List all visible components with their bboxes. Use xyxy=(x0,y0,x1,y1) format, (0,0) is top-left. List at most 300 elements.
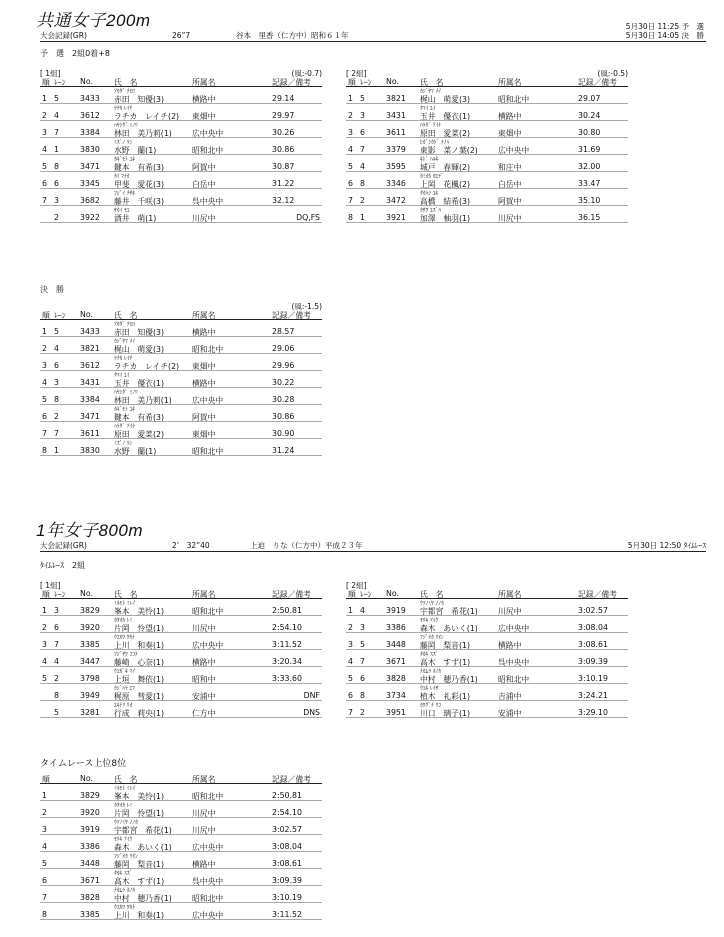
bib-number-cell: 3431 xyxy=(386,111,406,120)
record-cell: 3:08.04 xyxy=(578,623,608,632)
record-cell: 30.86 xyxy=(272,145,295,154)
affiliation-cell: 昭和北中 xyxy=(192,447,224,456)
lane-cell: 8 xyxy=(360,691,365,700)
bib-number-cell: 3345 xyxy=(80,179,100,188)
record-cell: 30.24 xyxy=(578,111,601,120)
name-kana: ｶｼﾞﾔﾏ ﾒｲ xyxy=(114,339,135,345)
athlete-name-cell: 上川 和奏(1) xyxy=(114,911,165,920)
rank-cell: 1 xyxy=(42,94,47,103)
rank-cell: 1 xyxy=(42,327,47,336)
lane-cell: 5 xyxy=(54,327,59,336)
header-lane: ﾚｰﾝ xyxy=(54,78,66,87)
table-row xyxy=(40,88,322,104)
bib-number-cell: 3431 xyxy=(80,378,100,387)
name-kana: ｱｶﾀﾞ ﾁﾋﾛ xyxy=(114,322,135,328)
record-cell: 29.96 xyxy=(272,361,295,370)
rank-cell: 6 xyxy=(348,691,353,700)
lane-cell: 6 xyxy=(360,128,365,137)
bib-number-cell: 3611 xyxy=(80,429,100,438)
wind-reading: (風:-0.5) xyxy=(597,69,628,78)
table-row xyxy=(346,139,628,155)
header-number: No. xyxy=(386,589,399,598)
rank-cell: 4 xyxy=(348,657,353,666)
table-row xyxy=(40,105,322,121)
athlete-name-cell: 中村 穂乃香(1) xyxy=(114,894,172,903)
bib-number-cell: 3612 xyxy=(80,111,100,120)
record-cell: 2:54.10 xyxy=(272,808,302,817)
header-lane: ﾚｰﾝ xyxy=(54,590,66,599)
lane-cell: 5 xyxy=(360,640,365,649)
bib-number-cell: 3384 xyxy=(80,395,100,404)
affiliation-cell: 仁方中 xyxy=(192,709,216,718)
name-kana: ﾌｼﾞｵｶ ﾘｵﾝ xyxy=(420,635,444,641)
record-cell: 2:50.81 xyxy=(272,791,302,800)
rank-cell: 2 xyxy=(42,623,47,632)
rank-cell: 8 xyxy=(42,910,47,919)
name-kana: ｶﾐｵｶ ｶｴﾃﾞ xyxy=(420,174,444,180)
affiliation-cell: 広中央中 xyxy=(192,641,224,650)
event-title: 共通女子200m xyxy=(36,11,151,30)
bib-number-cell: 3671 xyxy=(386,657,406,666)
rank-cell: 6 xyxy=(348,179,353,188)
athlete-name-cell: 加澤 柚羽(1) xyxy=(420,214,471,223)
record-cell: 3:08.04 xyxy=(272,842,302,851)
record-cell: 3:24.21 xyxy=(578,691,608,700)
header-number: No. xyxy=(80,589,93,598)
rank-cell: 7 xyxy=(42,429,47,438)
wind-reading: (風:-0.7) xyxy=(291,69,322,78)
table-row xyxy=(346,617,628,633)
name-kana: ｶｷﾞﾓﾄ ﾕｷ xyxy=(114,157,135,163)
bib-number-cell: 3671 xyxy=(80,876,100,885)
record-value: 2’ 32”40 xyxy=(172,541,210,550)
rank-cell: 2 xyxy=(42,111,47,120)
name-kana: ﾊﾗﾀﾞ ｱｲﾅ xyxy=(420,123,441,129)
affiliation-cell: 昭和北中 xyxy=(192,146,224,155)
athlete-name-cell: 水野 蘭(1) xyxy=(114,146,157,155)
table-row xyxy=(40,853,322,869)
table-row xyxy=(40,440,322,456)
bib-number-cell: 3386 xyxy=(80,842,100,851)
table-row xyxy=(346,156,628,172)
record-cell: 3:33.60 xyxy=(272,674,302,683)
table-header xyxy=(40,774,322,784)
rank-cell: 3 xyxy=(42,361,47,370)
header-name: 氏 名 xyxy=(420,78,444,87)
round-title: タイムレース上位8位 xyxy=(40,759,127,769)
rank-cell: 4 xyxy=(348,145,353,154)
header-affiliation: 所属名 xyxy=(498,590,522,599)
header-number: No. xyxy=(80,77,93,86)
table-row xyxy=(346,600,628,616)
record-cell: 3:10.19 xyxy=(578,674,608,683)
athlete-name-cell: ラチカ レイチ(2) xyxy=(114,112,180,121)
round-title: ﾀｲﾑﾚｰｽ 2組 xyxy=(40,561,86,570)
record-cell: 3:02.57 xyxy=(272,825,302,834)
table-row xyxy=(346,685,628,701)
table-row xyxy=(40,651,322,667)
lane-cell: 8 xyxy=(54,691,59,700)
name-kana: ｳﾂﾉﾐﾔ ﾉﾉｶ xyxy=(420,601,444,607)
table-row xyxy=(40,634,322,650)
rank-cell: 4 xyxy=(42,145,47,154)
lane-cell: 2 xyxy=(54,213,59,222)
bib-number-cell: 3920 xyxy=(80,623,100,632)
bib-number-cell: 3828 xyxy=(80,893,100,902)
lane-cell: 5 xyxy=(54,708,59,717)
athlete-name-cell: 宇都宮 希花(1) xyxy=(114,826,172,835)
header-record: 記録／備考 xyxy=(578,590,617,599)
header-rank: 順 xyxy=(42,775,50,784)
table-row xyxy=(40,372,322,388)
rank-cell: 2 xyxy=(42,344,47,353)
lane-cell: 3 xyxy=(54,378,59,387)
group-label: [ 1組] xyxy=(40,69,61,78)
record-cell: 28.57 xyxy=(272,327,295,336)
affiliation-cell: 川尻中 xyxy=(192,809,216,818)
name-kana: ﾅｶﾑﾗ ﾎﾉｶ xyxy=(114,888,135,894)
rank-cell: 3 xyxy=(42,640,47,649)
rank-cell: 1 xyxy=(42,606,47,615)
record-cell: 31.24 xyxy=(272,446,295,455)
name-kana: ｶｻﾜ ﾕｽﾞﾊ xyxy=(420,208,441,214)
record-value: 26”7 xyxy=(172,31,191,40)
athlete-name-cell: 林田 美乃莉(1) xyxy=(114,396,172,405)
lane-cell: 6 xyxy=(54,179,59,188)
lane-cell: 2 xyxy=(54,412,59,421)
rank-cell: 6 xyxy=(42,179,47,188)
affiliation-cell: 横路中 xyxy=(192,860,216,869)
header-record: 記録／備考 xyxy=(578,78,617,87)
header-record: 記録／備考 xyxy=(272,78,311,87)
table-header xyxy=(40,589,322,599)
table-row xyxy=(40,617,322,633)
name-kana: ｷﾄﾞ ﾊﾙｷ xyxy=(420,157,439,163)
lane-cell: 4 xyxy=(360,606,365,615)
table-row xyxy=(40,819,322,835)
record-cell: DNF xyxy=(303,691,320,700)
table-row xyxy=(40,338,322,354)
name-kana: ﾐｽﾞﾉ ﾗﾝ xyxy=(114,441,133,447)
affiliation-cell: 川尻中 xyxy=(498,607,522,616)
rank-cell: 5 xyxy=(348,162,353,171)
group-label: [ 1組] xyxy=(40,581,61,590)
name-kana: ﾐﾈﾓﾄ ﾐﾚｲ xyxy=(114,601,135,607)
record-cell: 30.28 xyxy=(272,395,295,404)
name-kana: ｶｼﾞﾊﾗ ｴﾏ xyxy=(114,686,135,692)
header-number: No. xyxy=(80,310,93,319)
name-kana: ﾋｶﾞｼｶｹﾞ ﾅﾉﾊ xyxy=(420,140,450,146)
record-label: 大会記録(GR) xyxy=(40,541,87,550)
name-kana: ﾀｶｷ ｽｽﾞ xyxy=(420,652,439,658)
athlete-name-cell: 峯本 美怜(1) xyxy=(114,607,165,616)
table-row xyxy=(346,634,628,650)
record-cell: 30.86 xyxy=(272,412,295,421)
rank-cell: 5 xyxy=(42,859,47,868)
athlete-name-cell: 中村 穂乃香(1) xyxy=(420,675,478,684)
header-rank: 順 xyxy=(42,590,50,599)
bib-number-cell: 3922 xyxy=(80,213,100,222)
table-row xyxy=(346,88,628,104)
header-record: 記録／備考 xyxy=(272,775,311,784)
table-row xyxy=(40,173,322,189)
event-800m xyxy=(0,510,724,937)
affiliation-cell: 昭和北中 xyxy=(498,675,530,684)
header-rank: 順 xyxy=(348,78,356,87)
rank-cell: 4 xyxy=(42,657,47,666)
record-cell: 32.00 xyxy=(578,162,601,171)
affiliation-cell: 広中央中 xyxy=(498,624,530,633)
athlete-name-cell: 梶山 萌愛(3) xyxy=(420,95,471,104)
name-kana: ﾌｼﾞｲ ﾁｻｷ xyxy=(114,191,135,197)
athlete-name-cell: ラチカ レイチ(2) xyxy=(114,362,180,371)
athlete-name-cell: 甲斐 愛花(3) xyxy=(114,180,165,189)
athlete-name-cell: 藤岡 梨音(1) xyxy=(420,641,471,650)
header-rank: 順 xyxy=(348,590,356,599)
round-title: 決 勝 xyxy=(40,285,64,294)
header-rank: 順 xyxy=(42,311,50,320)
athlete-name-cell: 行成 莉央(1) xyxy=(114,709,165,718)
athlete-name-cell: 植木 礼彩(1) xyxy=(420,692,471,701)
header-number: No. xyxy=(386,77,399,86)
rank-cell: 3 xyxy=(42,825,47,834)
lane-cell: 6 xyxy=(54,623,59,632)
affiliation-cell: 阿賀中 xyxy=(498,197,522,206)
record-cell: 30.80 xyxy=(578,128,601,137)
bib-number-cell: 3471 xyxy=(80,412,100,421)
bib-number-cell: 3281 xyxy=(80,708,100,717)
affiliation-cell: 昭和北中 xyxy=(498,95,530,104)
table-header xyxy=(346,77,628,87)
header-record: 記録／備考 xyxy=(272,311,311,320)
record-holder: 上迫 りな（仁方中）平成２３年 xyxy=(250,541,363,550)
record-cell: 3:08.61 xyxy=(578,640,608,649)
group-label: [ 2組] xyxy=(346,69,367,78)
affiliation-cell: 東畑中 xyxy=(192,362,216,371)
athlete-name-cell: 鍵本 有希(3) xyxy=(114,413,165,422)
header-affiliation: 所属名 xyxy=(192,775,216,784)
name-kana: ｳｴｶﾞｷ ﾏｲ xyxy=(114,669,135,675)
affiliation-cell: 東畑中 xyxy=(498,129,522,138)
record-cell: 3:20.34 xyxy=(272,657,302,666)
rank-cell: 3 xyxy=(348,640,353,649)
record-cell: 3:08.61 xyxy=(272,859,302,868)
table-row xyxy=(346,173,628,189)
affiliation-cell: 呉中央中 xyxy=(192,197,224,206)
athlete-name-cell: 鍵本 有希(3) xyxy=(114,163,165,172)
lane-cell: 7 xyxy=(360,657,365,666)
bib-number-cell: 3682 xyxy=(80,196,100,205)
lane-cell: 3 xyxy=(54,606,59,615)
rank-cell: 7 xyxy=(42,196,47,205)
round-title: 予 選 2組0着+8 xyxy=(40,49,110,58)
bib-number-cell: 3595 xyxy=(386,162,406,171)
header-record: 記録／備考 xyxy=(272,590,311,599)
record-cell: 2:50.81 xyxy=(272,606,302,615)
bib-number-cell: 3798 xyxy=(80,674,100,683)
lane-cell: 4 xyxy=(54,344,59,353)
name-kana: ﾓﾘｷ ｱｲｸ xyxy=(114,837,133,843)
lane-cell: 5 xyxy=(54,94,59,103)
header-lane: ﾚｰﾝ xyxy=(54,311,66,320)
header-rank: 順 xyxy=(42,78,50,87)
name-kana: ﾌｼﾞｻﾜ ｺｺﾅ xyxy=(114,652,138,658)
lane-cell: 8 xyxy=(54,162,59,171)
bib-number-cell: 3447 xyxy=(80,657,100,666)
name-kana: ﾗﾁｶ ﾚｲﾁ xyxy=(114,356,133,362)
record-cell: 3:10.19 xyxy=(272,893,302,902)
record-holder: 谷本 里香（仁方中）昭和６１年 xyxy=(236,31,349,40)
record-cell: 3:09.39 xyxy=(578,657,608,666)
name-kana: ﾀｶﾊｼ ﾕｷ xyxy=(420,191,439,197)
bib-number-cell: 3830 xyxy=(80,446,100,455)
table-row xyxy=(40,668,322,684)
record-cell: 33.47 xyxy=(578,179,601,188)
lane-cell: 2 xyxy=(360,708,365,717)
athlete-name-cell: 林田 美乃莉(1) xyxy=(114,129,172,138)
rank-cell: 2 xyxy=(42,808,47,817)
affiliation-cell: 広中央中 xyxy=(192,396,224,405)
bib-number-cell: 3448 xyxy=(80,859,100,868)
rank-cell: 3 xyxy=(348,128,353,137)
name-kana: ﾐﾈﾓﾄ ﾐﾚｲ xyxy=(114,786,135,792)
bib-number-cell: 3433 xyxy=(80,327,100,336)
header-affiliation: 所属名 xyxy=(192,311,216,320)
athlete-name-cell: 赤田 知優(3) xyxy=(114,328,165,337)
athlete-name-cell: 高木 すず(1) xyxy=(114,877,165,886)
lane-cell: 3 xyxy=(54,196,59,205)
athlete-name-cell: 玉井 優衣(1) xyxy=(114,379,165,388)
bib-number-cell: 3830 xyxy=(80,145,100,154)
bib-number-cell: 3949 xyxy=(80,691,100,700)
lane-cell: 3 xyxy=(360,111,365,120)
bib-number-cell: 3386 xyxy=(386,623,406,632)
heat-table xyxy=(346,580,628,740)
rank-cell: 1 xyxy=(42,791,47,800)
record-cell: 32.12 xyxy=(272,196,295,205)
affiliation-cell: 広中央中 xyxy=(192,911,224,920)
record-cell: 30.22 xyxy=(272,378,295,387)
affiliation-cell: 横路中 xyxy=(192,95,216,104)
affiliation-cell: 東畑中 xyxy=(192,112,216,121)
rank-cell: 7 xyxy=(348,196,353,205)
event-title: 1年女子800m xyxy=(36,521,143,540)
header-name: 氏 名 xyxy=(114,775,138,784)
heat-table xyxy=(346,68,628,248)
athlete-name-cell: 森木 あいく(1) xyxy=(114,843,172,852)
table-row xyxy=(40,802,322,818)
table-row xyxy=(40,321,322,337)
record-cell: 30.87 xyxy=(272,162,295,171)
table-row xyxy=(40,423,322,439)
rank-cell: 3 xyxy=(42,128,47,137)
lane-cell: 3 xyxy=(360,623,365,632)
affiliation-cell: 川尻中 xyxy=(192,624,216,633)
record-cell: 31.69 xyxy=(578,145,601,154)
lane-cell: 2 xyxy=(54,674,59,683)
affiliation-cell: 昭和北中 xyxy=(192,607,224,616)
rank-cell: 5 xyxy=(348,674,353,683)
name-kana: ｳｴｶﾜ ﾜｶﾅ xyxy=(114,635,135,641)
lane-cell: 5 xyxy=(360,94,365,103)
name-kana: ｳｴｷ ﾚｲｻ xyxy=(420,686,439,692)
rank-cell: 6 xyxy=(42,876,47,885)
rank-cell: 4 xyxy=(42,842,47,851)
name-kana: ﾊﾗﾀﾞ ｱｲﾅ xyxy=(114,424,135,430)
athlete-name-cell: 上川 和奏(1) xyxy=(114,641,165,650)
affiliation-cell: 広中央中 xyxy=(498,146,530,155)
bib-number-cell: 3385 xyxy=(80,640,100,649)
lane-cell: 8 xyxy=(54,395,59,404)
athlete-name-cell: 森木 あいく(1) xyxy=(420,624,478,633)
time-timerace: 5月30日 12:50 ﾀｲﾑﾚｰｽ xyxy=(627,541,706,550)
affiliation-cell: 横路中 xyxy=(192,328,216,337)
affiliation-cell: 広中央中 xyxy=(192,129,224,138)
affiliation-cell: 昭和北中 xyxy=(192,894,224,903)
table-row xyxy=(40,785,322,801)
lane-cell: 4 xyxy=(54,657,59,666)
meet-record-line xyxy=(40,31,706,42)
record-cell: 29.06 xyxy=(272,344,295,353)
record-cell: 36.15 xyxy=(578,213,601,222)
bib-number-cell: 3472 xyxy=(386,196,406,205)
record-cell: 2:54.10 xyxy=(272,623,302,632)
table-row xyxy=(346,207,628,223)
affiliation-cell: 阿賀中 xyxy=(192,413,216,422)
record-cell: DNS xyxy=(303,708,320,717)
name-kana: ﾀﾏｲ ﾕｲ xyxy=(420,106,436,112)
affiliation-cell: 和庄中 xyxy=(498,163,522,172)
record-label: 大会記録(GR) xyxy=(40,31,87,40)
athlete-name-cell: 高木 すず(1) xyxy=(420,658,471,667)
table-row xyxy=(346,105,628,121)
bib-number-cell: 3433 xyxy=(80,94,100,103)
affiliation-cell: 安浦中 xyxy=(192,692,216,701)
bib-number-cell: 3821 xyxy=(80,344,100,353)
bib-number-cell: 3385 xyxy=(80,910,100,919)
header-affiliation: 所属名 xyxy=(192,78,216,87)
name-kana: ｶﾀｵｶ ﾚﾐ xyxy=(114,803,133,809)
name-kana: ｶﾜｸﾞﾁ ﾘｺ xyxy=(420,703,441,709)
record-cell: 30.90 xyxy=(272,429,295,438)
table-row xyxy=(40,122,322,138)
affiliation-cell: 阿賀中 xyxy=(192,163,216,172)
bib-number-cell: 3919 xyxy=(80,825,100,834)
table-row xyxy=(40,207,322,223)
table-row xyxy=(40,600,322,616)
affiliation-cell: 吉浦中 xyxy=(498,692,522,701)
athlete-name-cell: 城戸 春輝(2) xyxy=(420,163,471,172)
rank-cell: 4 xyxy=(42,378,47,387)
name-kana: ｱｶﾀﾞ ﾁﾋﾛ xyxy=(114,89,135,95)
lane-cell: 6 xyxy=(54,361,59,370)
name-kana: ﾌｼﾞｵｶ ﾘｵﾝ xyxy=(114,854,138,860)
table-row xyxy=(40,702,322,718)
bib-number-cell: 3829 xyxy=(80,791,100,800)
name-kana: ﾗﾁｶ ﾚｲﾁ xyxy=(114,106,133,112)
table-header xyxy=(346,589,628,599)
wind-reading: (風:-1.5) xyxy=(291,302,322,311)
rank-cell: 2 xyxy=(348,623,353,632)
name-kana: ｳｴｶﾜ ﾜｶﾅ xyxy=(114,905,135,911)
table-row xyxy=(40,836,322,852)
bib-number-cell: 3448 xyxy=(386,640,406,649)
bib-number-cell: 3920 xyxy=(80,808,100,817)
name-kana: ﾅｶﾑﾗ ﾎﾉｶ xyxy=(420,669,441,675)
athlete-name-cell: 藤崎 心奈(1) xyxy=(114,658,165,667)
header-number: No. xyxy=(80,774,93,783)
header-affiliation: 所属名 xyxy=(192,590,216,599)
